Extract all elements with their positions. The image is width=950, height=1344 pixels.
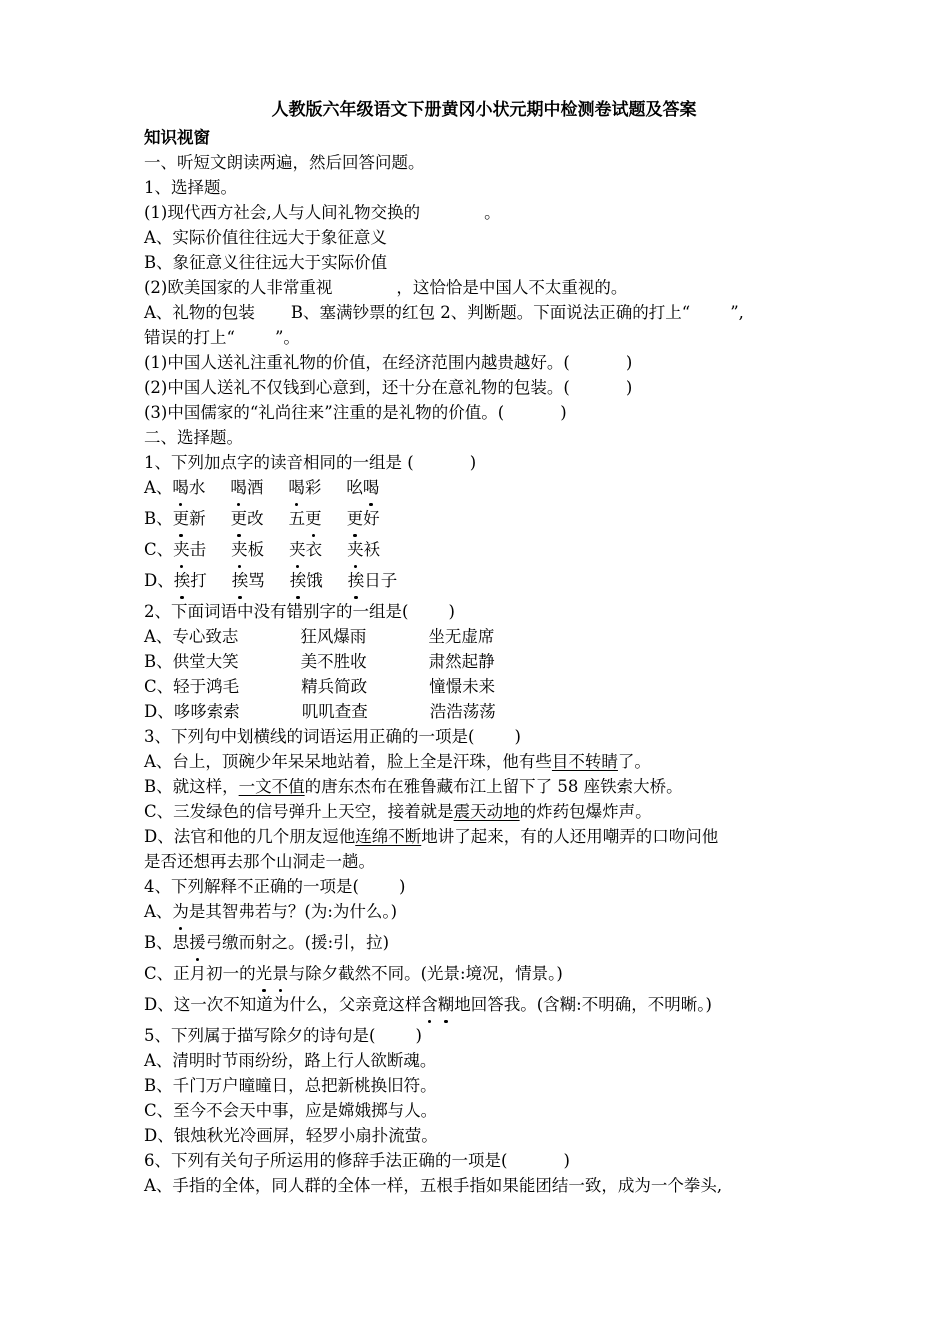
dotted-character: 援	[189, 930, 206, 955]
dotted-character: 含	[421, 992, 438, 1017]
part2-q3-option-b: B、就这样，一文不值的唐东杰布在雅鲁藏布江上留下了 58 座铁索大桥。	[144, 777, 683, 796]
part2-q6: 6、下列有关句子所运用的修辞手法正确的一项是( )	[144, 1151, 570, 1170]
q1-option-row	[144, 506, 824, 537]
underlined-phrase: 目不转睛	[551, 752, 618, 771]
part2-q4-option-b: B、思援弓缴而射之。(援:引，拉)	[144, 930, 824, 961]
dotted-character: 夹	[231, 537, 248, 562]
part1-q1-1-option-b: B、象征意义往往远大于实际价值	[144, 253, 388, 272]
option-word: 轻于鸿毛	[173, 677, 240, 696]
part2-q4-option-d: D、这一次不知道为什么，父亲竟这样含糊地回答我。(含糊:不明确，不明晰。)	[144, 992, 824, 1023]
dotted-character: 喝	[363, 475, 380, 500]
dotted-character: 更	[173, 506, 190, 531]
part2-q5-option-d: D、银烛秋光冷画屏，轻罗小扇扑流萤。	[144, 1126, 438, 1145]
option-label: C、	[144, 540, 174, 559]
q1-option-row	[144, 537, 824, 568]
option-label: C、	[144, 677, 174, 696]
option-word: 更改	[231, 506, 289, 531]
option-word: 挨骂	[232, 568, 290, 593]
dotted-character: 夹	[347, 537, 364, 562]
dotted-character: 糊	[438, 992, 455, 1017]
part1-q1-2: (2)欧美国家的人非常重视 ，这恰恰是中国人不太重视的。	[144, 278, 628, 297]
document-page	[144, 98, 824, 1198]
part2-q5-option-a: A、清明时节雨纷纷，路上行人欲断魂。	[144, 1051, 437, 1070]
part2-q2: 2、下面词语中没有错别字的一组是( )	[144, 602, 455, 621]
q2-option-row	[144, 624, 824, 649]
option-word: 夹板	[231, 537, 289, 562]
option-word: 夹击	[173, 537, 231, 562]
option-word: 五更	[289, 506, 347, 531]
part2-q4-option-c: C、正月初一的光景与除夕截然不同。(光景:境况，情景。)	[144, 961, 824, 992]
part2-q4-option-a: A、为是其智弗若与？(为:为什么。)	[144, 899, 824, 930]
option-word: 挨日子	[348, 568, 406, 593]
dotted-character: 喝	[172, 475, 189, 500]
part1-q1-heading: 1、选择题。	[144, 178, 237, 197]
part2-heading: 二、选择题。	[144, 428, 243, 447]
option-label: A、	[144, 627, 173, 646]
option-word: 喝酒	[230, 475, 288, 500]
option-word: 喝水	[172, 475, 230, 500]
option-label: D、	[144, 702, 174, 721]
part1-q1-1-option-a: A、实际价值往往远大于象征意义	[144, 228, 387, 247]
option-label: D、	[144, 571, 174, 590]
underlined-phrase: 一文不值	[238, 777, 305, 796]
dotted-character: 夹	[289, 537, 306, 562]
part1-tf-3: (3)中国儒家的“礼尚往来”注重的是礼物的价值。( )	[144, 403, 567, 422]
dotted-character: 更	[231, 506, 248, 531]
option-word: 浩浩荡荡	[429, 702, 496, 721]
part1-q1-1: (1)现代西方社会,人与人间礼物交换的 。	[144, 203, 501, 222]
dotted-character: 挨	[290, 568, 307, 593]
dotted-character: 挨	[174, 568, 191, 593]
part1-q2-continuation: 错误的打上“ ”。	[144, 328, 300, 347]
option-word: 供堂大笑	[172, 652, 239, 671]
option-word: 憧憬未来	[429, 677, 496, 696]
dotted-character: 更	[347, 506, 364, 531]
part1-q1-2-options: A、礼物的包装 B、塞满钞票的红包 2、判断题。下面说法正确的打上“ ”,	[144, 303, 744, 322]
option-word: 专心致志	[172, 627, 239, 646]
option-word: 挨打	[174, 568, 232, 593]
dotted-character: 更	[305, 506, 322, 531]
section-heading-knowledge: 知识视窗	[144, 128, 210, 147]
part2-q3-option-a: A、台上，顶碗少年呆呆地站着，脸上全是汗珠，他有些目不转睛了。	[144, 752, 651, 771]
option-word: 吆喝	[346, 475, 404, 500]
q2-option-row	[144, 649, 824, 674]
part2-q3: 3、下列句中划横线的词语运用正确的一项是( )	[144, 727, 521, 746]
option-label: B、	[144, 652, 173, 671]
option-word: 喝彩	[288, 475, 346, 500]
part2-q6-option-a: A、手指的全体，同人群的全体一样，五根手指如果能团结一致，成为一个拳头,	[144, 1176, 723, 1195]
dotted-character: 为	[172, 899, 189, 924]
q2-option-row	[144, 674, 824, 699]
option-word: 夹衣	[289, 537, 347, 562]
part2-q5-option-b: B、千门万户曈曈日，总把新桃换旧符。	[144, 1076, 437, 1095]
q1-option-row	[144, 475, 824, 506]
part2-q2-options	[144, 624, 824, 724]
part1-tf-1: (1)中国人送礼注重礼物的价值，在经济范围内越贵越好。( )	[144, 353, 633, 372]
option-word: 更好	[347, 506, 405, 531]
dotted-character: 夹	[173, 537, 190, 562]
option-word: 叽叽查查	[301, 702, 368, 721]
page-title: 人教版六年级语文下册黄冈小状元期中检测卷试题及答案	[271, 100, 697, 120]
option-word: 夹袄	[347, 537, 405, 562]
underlined-phrase: 连绵不断	[355, 827, 422, 846]
part1-tf-2: (2)中国人送礼不仅钱到心意到，还十分在意礼物的包装。( )	[144, 378, 633, 397]
q2-option-row	[144, 699, 824, 724]
dotted-character: 喝	[288, 475, 305, 500]
option-word: 狂风爆雨	[300, 627, 367, 646]
part2-q4: 4、下列解释不正确的一项是( )	[144, 877, 406, 896]
part2-q1-options	[144, 475, 824, 599]
part2-q3-option-c: C、三发绿色的信号弹升上天空，接着就是震天动地的炸药包爆炸声。	[144, 802, 652, 821]
option-label: B、	[144, 509, 173, 528]
option-word: 更新	[173, 506, 231, 531]
part2-q1: 1、下列加点字的读音相同的一组是 ( )	[144, 453, 477, 472]
dotted-character: 景	[272, 961, 289, 986]
part2-q3-option-d-continuation: 是否还想再去那个山洞走一趟。	[144, 852, 375, 871]
dotted-character: 挨	[348, 568, 365, 593]
option-word: 肃然起静	[428, 652, 495, 671]
option-word: 美不胜收	[300, 652, 367, 671]
option-label: A、	[144, 478, 173, 497]
underlined-phrase: 震天动地	[453, 802, 520, 821]
part2-q5: 5、下列属于描写除夕的诗句是( )	[144, 1026, 422, 1045]
dotted-character: 光	[256, 961, 273, 986]
part2-q3-option-d: D、法官和他的几个朋友逗他连绵不断地讲了起来，有的人还用嘲弄的口吻问他	[144, 827, 719, 846]
option-word: 哆哆索索	[173, 702, 240, 721]
part1-heading: 一、听短文朗读两遍，然后回答问题。	[144, 153, 425, 172]
q1-option-row	[144, 568, 824, 599]
dotted-character: 挨	[232, 568, 249, 593]
option-word: 精兵简政	[301, 677, 368, 696]
option-word: 挨饿	[290, 568, 348, 593]
option-word: 坐无虚席	[428, 627, 495, 646]
part2-q5-option-c: C、至今不会天中事，应是嫦娥掷与人。	[144, 1101, 438, 1120]
dotted-character: 喝	[230, 475, 247, 500]
